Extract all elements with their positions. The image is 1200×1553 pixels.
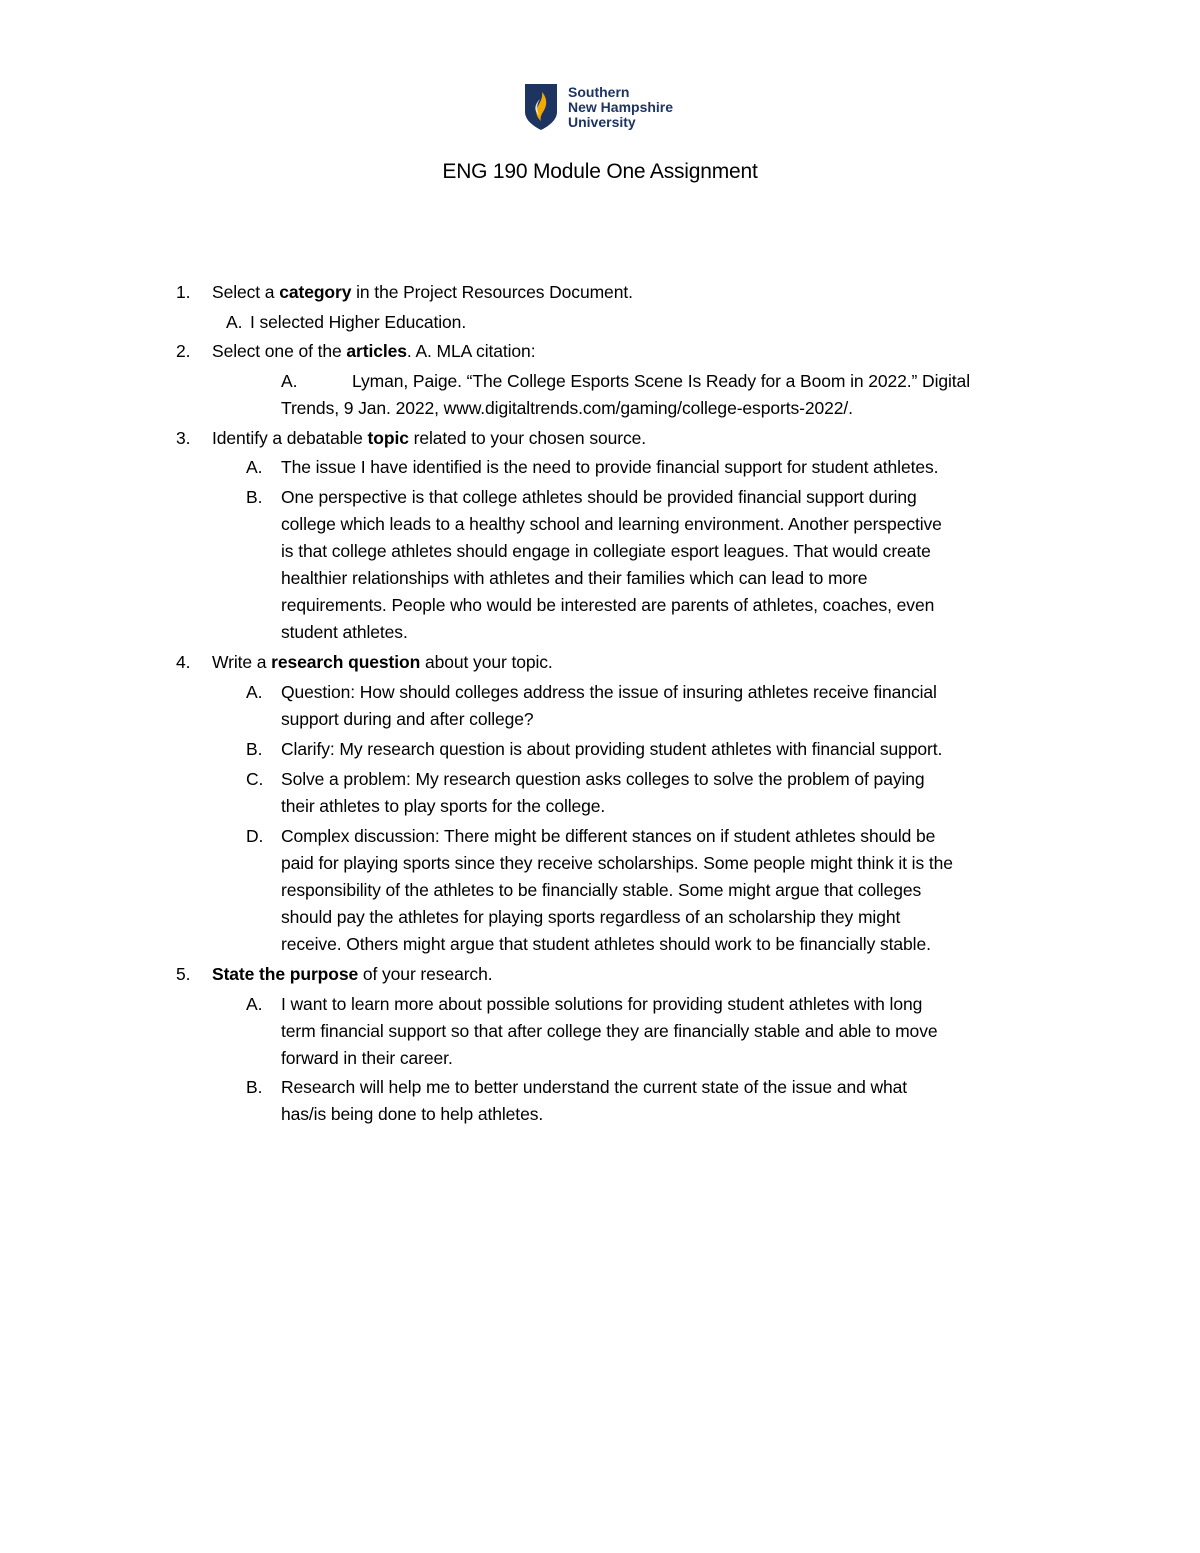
prompt-keyword: articles — [346, 341, 407, 361]
answer-line: Clarify: My research question is about providing student athletes with financial support. — [281, 739, 943, 759]
prompt-keyword: research question — [271, 652, 421, 672]
item-2-prompt — [212, 340, 535, 362]
answer-line: term financial support so that after college they are financially stable and able to move — [281, 1021, 938, 1041]
prompt-text: in the Project Resources Document. — [351, 282, 633, 302]
answer-label: A. — [246, 457, 263, 477]
answer-label: A. — [281, 371, 298, 391]
answer-line: forward in their career. — [281, 1048, 453, 1068]
answer-line: responsibility of the athletes to be financially stable. Some might argue that colleges — [281, 880, 922, 900]
logo-line-2: New Hampshire — [568, 99, 674, 115]
answer-line: support during and after college? — [281, 709, 534, 729]
item-number: 5. — [176, 964, 191, 984]
item-number: 2. — [176, 341, 191, 361]
answer-line: Complex discussion: There might be different stances on if student athletes should be — [281, 826, 936, 846]
university-logo — [525, 84, 673, 130]
prompt-text: about your topic. — [420, 652, 553, 672]
prompt-text: . A. MLA citation: — [406, 341, 536, 361]
prompt-keyword: topic — [367, 428, 409, 448]
answer-label: B. — [246, 739, 263, 759]
item-number: 1. — [176, 282, 191, 302]
prompt-text: related to your chosen source. — [408, 428, 647, 448]
item-3-prompt — [212, 427, 646, 449]
prompt-text: Select a — [212, 282, 280, 302]
answer-line: paid for playing sports since they receive scholarships. Some people might think it is the — [281, 853, 953, 873]
answer-label: B. — [246, 1077, 263, 1097]
answer-label: B. — [246, 487, 263, 507]
answer-line: college which leads to a healthy school and learning environment. Another perspective — [281, 514, 942, 534]
answer-line: should pay the athletes for playing sports regardless of an scholarship they might — [281, 907, 901, 927]
logo-line-3: University — [568, 114, 636, 130]
item-number: 4. — [176, 652, 191, 672]
prompt-text: Select one of the — [212, 341, 347, 361]
answer-line: One perspective is that college athletes should be provided financial support during — [281, 487, 917, 507]
item-1-prompt — [212, 281, 633, 303]
item-number: 3. — [176, 428, 191, 448]
answer-line: I selected Higher Education. — [250, 312, 467, 332]
answer-line: I want to learn more about possible solutions for providing student athletes with long — [281, 994, 923, 1014]
prompt-text: Write a — [212, 652, 272, 672]
citation-line: Trends, 9 Jan. 2022, www.digitaltrends.com/gaming/college-esports-2022/. — [281, 398, 853, 418]
answer-line: Research will help me to better understand the current state of the issue and what — [281, 1077, 908, 1097]
answer-label: D. — [246, 826, 264, 846]
answer-line: requirements. People who would be interested are parents of athletes, coaches, even — [281, 595, 935, 615]
prompt-keyword: category — [279, 282, 352, 302]
answer-line: Question: How should colleges address the issue of insuring athletes receive financial — [281, 682, 937, 702]
answer-line: student athletes. — [281, 622, 408, 642]
answer-line: is that college athletes should engage in collegiate esport leagues. That would create — [281, 541, 931, 561]
item-4-prompt — [212, 651, 553, 673]
prompt-text: Identify a debatable — [212, 428, 368, 448]
answer-label: A. — [246, 994, 263, 1014]
answer-line: their athletes to play sports for the college. — [281, 796, 606, 816]
logo-line-1: Southern — [568, 84, 630, 100]
answer-line: The issue I have identified is the need to provide financial support for student athletes. — [281, 457, 939, 477]
answer-label: A. — [226, 312, 243, 332]
logo-wordmark — [568, 85, 673, 130]
citation-line: Lyman, Paige. “The College Esports Scene Is Ready for a Boom in 2022.” Digital — [352, 371, 970, 391]
answer-line: Solve a problem: My research question asks colleges to solve the problem of paying — [281, 769, 925, 789]
answer-line: has/is being done to help athletes. — [281, 1104, 544, 1124]
item-5-prompt — [212, 963, 492, 985]
answer-label: A. — [246, 682, 263, 702]
answer-line: healthier relationships with athletes and their families which can lead to more — [281, 568, 868, 588]
flame-shield-icon — [525, 84, 557, 130]
prompt-keyword: State the purpose — [212, 964, 359, 984]
answer-line: receive. Others might argue that student athletes should work to be financially stable. — [281, 934, 931, 954]
prompt-text: of your research. — [358, 964, 493, 984]
answer-label: C. — [246, 769, 264, 789]
document-title: ENG 190 Module One Assignment — [442, 160, 758, 183]
